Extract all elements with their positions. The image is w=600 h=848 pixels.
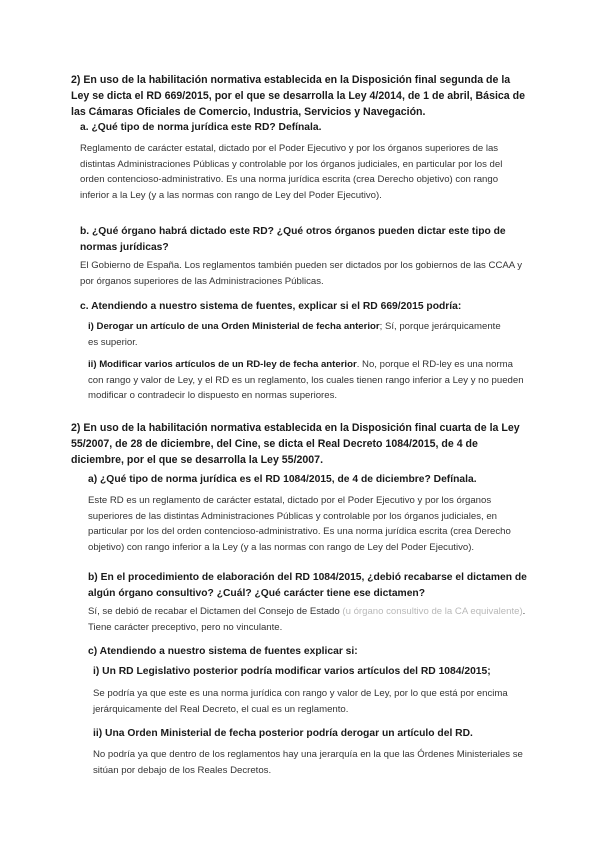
section-1-question-b: b. ¿Qué órgano habrá dictado este RD? ¿Qué otros órganos pueden dictar este tipo de normas jurídicas? — [80, 226, 506, 253]
section-2-item-c2-answer: No podría ya que dentro de los reglamentos hay una jerarquía en la que las Órdenes Ministeriales se sitúan por debajo de los Reales Decretos. — [93, 749, 523, 776]
section-1-answer-a: Reglamento de carácter estatal, dictado por el Poder Ejecutivo y por los órganos superiores de las distintas Administraciones Públicas y controlable por los órganos judiciales, en particular por los del orden contencioso-administrativo. Es una norma jurídica escrita (crea Derecho objetivo) con rango inferior a la Ley (y a las normas con rango de Ley del Poder Ejecutivo). — [80, 143, 503, 201]
section-1-item-c2-answer: . No, porque el RD-ley es una norma con rango y valor de Ley, y el RD es un reglamento, los cuales tienen rango inferior a Ley y no pueden modificar o contradecir lo dispuesto en normas superiores. — [88, 359, 524, 402]
section-1-item-c2 — [88, 357, 526, 404]
section-2-answer-b-note: (u órgano consultivo de la CA equivalente) — [342, 606, 523, 617]
section-2-answer-b-main: Sí, se debió de recabar el Dictamen del Consejo de Estado — [88, 606, 343, 617]
section-2-question-a: a) ¿Qué tipo de norma jurídica es el RD 1084/2015, de 4 de diciembre? Defínala. — [88, 474, 477, 485]
section-1-item-c2-question: ii) Modificar varios artículos de un RD-ley de fecha anterior — [88, 359, 357, 370]
section-2-heading: 2) En uso de la habilitación normativa establecida en la Disposición final cuarta de la Ley 55/2007, de 28 de diciembre, del Cine, se dicta el Real Decreto 1084/2015, de 4 de diciembre, por el que se desarrolla la Ley 55/2007. — [71, 422, 520, 466]
section-2-question-c: c) Atendiendo a nuestro sistema de fuentes explicar si: — [88, 646, 358, 657]
section-1-question-a: a. ¿Qué tipo de norma jurídica este RD? Defínala. — [80, 122, 322, 133]
section-2-answer-b — [88, 604, 528, 635]
section-1-item-c1-answer: ; Sí, porque jerárquicamente es superior. — [88, 321, 501, 348]
section-1-question-c: c. Atendiendo a nuestro sistema de fuentes, explicar si el RD 669/2015 podría: — [80, 301, 462, 312]
section-1-item-c1-question: i) Derogar un artículo de una Orden Ministerial de fecha anterior — [88, 321, 380, 332]
section-2-item-c2-question: ii) Una Orden Ministerial de fecha posterior podría derogar un artículo del RD. — [93, 728, 473, 739]
section-1-heading: 2) En uso de la habilitación normativa establecida en la Disposición final segunda de la Ley se dicta el RD 669/2015, por el que se desarrolla la Ley 4/2014, de 1 de abril, Básica de las Cámaras Oficiales de Comercio, Industria, Servicios y Navegación. — [71, 74, 526, 118]
section-2-answer-a: Este RD es un reglamento de carácter estatal, dictado por el Poder Ejecutivo y por los órganos superiores de las distintas Administraciones Públicas y controlable por los órganos judiciales, en particular por los del orden contencioso-administrativo. Es una norma jurídica escrita (crea Derecho objetivo) con rango inferior a la Ley (y a las normas con rango de Ley del Poder Ejecutivo). — [88, 495, 511, 553]
section-2-answer-b-end: . Tiene carácter preceptivo, pero no vinculante. — [88, 606, 526, 633]
section-2-item-c1-answer: Se podría ya que este es una norma jurídica con rango y valor de Ley, por lo que está por encima jerárquicamente del Real Decreto, el cual es un reglamento. — [93, 688, 508, 715]
section-2-question-b: b) En el procedimiento de elaboración del RD 1084/2015, ¿debió recabarse el dictamen de algún órgano consultivo? ¿Cuál? ¿Qué carácter tiene ese dictamen? — [88, 572, 527, 599]
section-2-item-c1-question: i) Un RD Legislativo posterior podría modificar varios artículos del RD 1084/2015; — [93, 666, 491, 677]
section-1-item-c1 — [88, 319, 508, 350]
section-1-answer-b: El Gobierno de España. Los reglamentos también pueden ser dictados por los gobiernos de las CCAA y por órganos superiores de las Administraciones Públicas. — [80, 260, 523, 287]
